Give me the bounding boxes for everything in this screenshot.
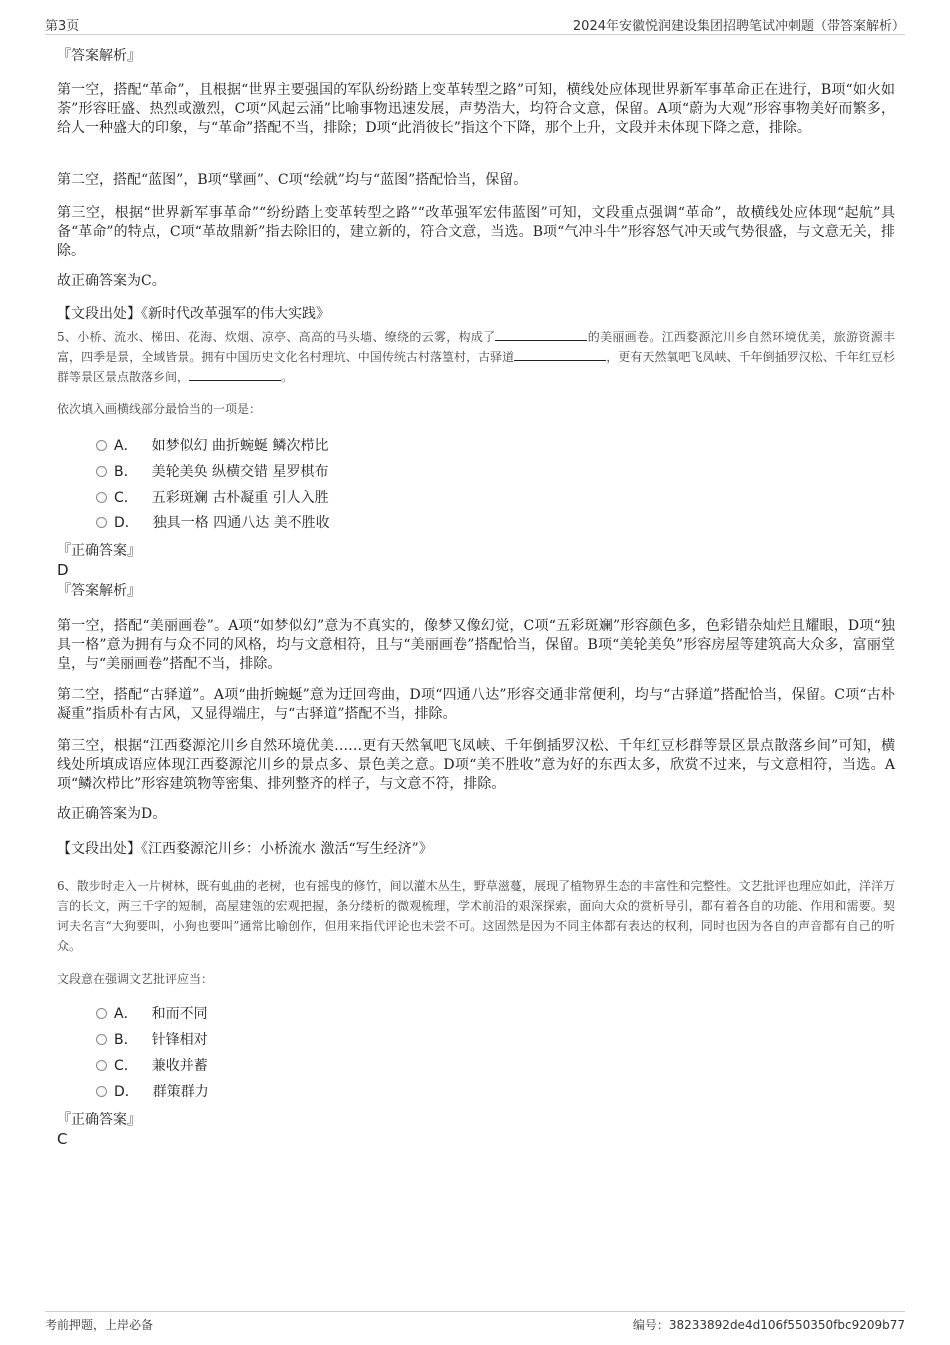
page-footer — [45, 1311, 905, 1336]
correct-answer-label: 『正确答案』 — [57, 543, 141, 559]
question-instruction: 依次填入画横线部分最恰当的一项是： — [57, 402, 262, 416]
footer-slogan: 考前押题，上岸必备 — [45, 1318, 154, 1332]
option-b[interactable]: B． 针锋相对 — [96, 1031, 208, 1049]
analysis-conclusion: 故正确答案为D。 — [57, 806, 167, 822]
correct-answer: D — [57, 561, 69, 579]
radio-icon[interactable] — [96, 466, 107, 477]
fill-blank — [514, 348, 606, 361]
question-stem: 6、散步时走入一片树林，既有虬曲的老树，也有摇曳的修竹，间以灌木丛生，野草滋蔓，展现了植物界生态的丰富性和完整性。文艺批评也理应如此，洋洋万言的长文，两三千字的短制，高屋建瓴的宏观把握，条分缕析的微观梳理，学术前沿的艰深探索，面向大众的赏析导引，都有着各自的功能、作用和需要。契诃夫名言“大狗要叫，小狗也要叫”通常比喻创作，但用来指代评论也未尝不可。这固然是因为不同主体都有表达的权利，同时也因为各自的声音都有自己的听众。 — [57, 879, 895, 953]
option-c[interactable]: C． 五彩斑斓 古朴凝重 引人入胜 — [96, 489, 329, 507]
analysis-paragraph: 第三空，根据“世界新军事革命”“纷纷踏上变革转型之路”“改革强军宏伟蓝图”可知，文段重点强调“革命”，故横线处应体现“起航”具备“革命”的特点，C项“革故鼎新”指去除旧的，建立新的，符合文意，当选。B项“气冲斗牛”形容怒气冲天或气势很盛，与文意无关，排除。 — [57, 205, 895, 259]
analysis-paragraph: 第一空，搭配“美丽画卷”。A项“如梦似幻”意为不真实的，像梦又像幻觉，C项“五彩斑斓”形容颜色多，色彩错杂灿烂且耀眼，D项“独具一格”意为拥有与众不同的风格，均与文意相符，且与“美丽画卷”搭配恰当，保留。B项“美轮美奂”形容房屋等建筑高大众多，富丽堂皇，与“美丽画卷”搭配不当，排除。 — [57, 618, 895, 672]
radio-icon[interactable] — [96, 1008, 107, 1019]
source-citation: 【文段出处】《新时代改革强军的伟大实践》 — [57, 306, 330, 322]
question-stem: 5、小桥、流水、梯田、花海、炊烟、凉亭、高高的马头墙、缭绕的云雾，构成了 的美丽画卷。江西婺源沱川乡自然环境优美，旅游资源丰富，四季是景，全域皆景。拥有中国历史文化名村理坑、中国传统古村落篁村，古驿道 ，更有天然氧吧飞凤峡、千年倒插罗汉松、千年红豆杉群等景区景点散落乡间， 。 — [57, 330, 895, 384]
correct-answer: C — [57, 1130, 68, 1148]
option-c[interactable]: C． 兼收并蓄 — [96, 1057, 208, 1075]
document-id: 编号：38233892de4d106f550350fbc9209b77 — [632, 1318, 905, 1332]
document-title: 2024年安徽悦润建设集团招聘笔试冲刺题（带答案解析） — [572, 19, 905, 34]
radio-icon[interactable] — [96, 517, 107, 528]
page-number: 第3页 — [45, 19, 80, 34]
radio-icon[interactable] — [96, 1086, 107, 1097]
analysis-paragraph: 第二空，搭配“蓝图”，B项“擘画”、C项“绘就”均与“蓝图”搭配恰当，保留。 — [57, 172, 528, 188]
radio-icon[interactable] — [96, 440, 107, 451]
question-instruction: 文段意在强调文艺批评应当： — [57, 972, 214, 986]
analysis-paragraph: 第二空，搭配“古驿道”。A项“曲折蜿蜒”意为迂回弯曲，D项“四通八达”形容交通非常便利，均与“古驿道”搭配恰当，保留。C项“古朴凝重”指质朴有古风，又显得端庄，与“古驿道”搭配不当，排除。 — [57, 687, 895, 722]
analysis-paragraph: 第三空，根据“江西婺源沱川乡自然环境优美……更有天然氧吧飞凤峡、千年倒插罗汉松、千年红豆杉群等景区景点散落乡间”可知，横线处所填成语应体现江西婺源沱川乡的景点多、景色美之意。D项“美不胜收”意为好的东西太多，欣赏不过来，与文意相符，当选。A项“鳞次栉比”形容建筑物等密集、排列整齐的样子，与文意不符，排除。 — [57, 738, 895, 792]
option-a[interactable]: A． 如梦似幻 曲折蜿蜒 鳞次栉比 — [96, 437, 328, 455]
analysis-label: 『答案解析』 — [57, 583, 141, 599]
correct-answer-label: 『正确答案』 — [57, 1112, 141, 1128]
fill-blank — [189, 368, 281, 381]
radio-icon[interactable] — [96, 1034, 107, 1045]
analysis-label: 『答案解析』 — [57, 48, 141, 64]
option-b[interactable]: B． 美轮美奂 纵横交错 星罗棋布 — [96, 463, 329, 481]
page-header — [45, 14, 905, 35]
option-d[interactable]: D． 独具一格 四通八达 美不胜收 — [96, 514, 330, 532]
radio-icon[interactable] — [96, 1060, 107, 1071]
radio-icon[interactable] — [96, 492, 107, 503]
fill-blank — [495, 328, 587, 341]
analysis-conclusion: 故正确答案为C。 — [57, 273, 166, 289]
option-d[interactable]: D． 群策群力 — [96, 1083, 209, 1101]
analysis-paragraph: 第一空，搭配“革命”，且根据“世界主要强国的军队纷纷踏上变革转型之路”可知，横线处应体现世界新军事革命正在进行，B项“如火如荼”形容旺盛、热烈或激烈，C项“风起云涌”比喻事物迅速发展，声势浩大，均符合文意，保留。A项“蔚为大观”形容事物美好而繁多，给人一种盛大的印象，与“革命”搭配不当，排除；D项“此消彼长”指这个下降，那个上升，文段并未体现下降之意，排除。 — [57, 82, 895, 136]
option-a[interactable]: A． 和而不同 — [96, 1005, 208, 1023]
source-citation: 【文段出处】《江西婺源沱川乡：小桥流水 激活“写生经济”》 — [57, 841, 433, 857]
